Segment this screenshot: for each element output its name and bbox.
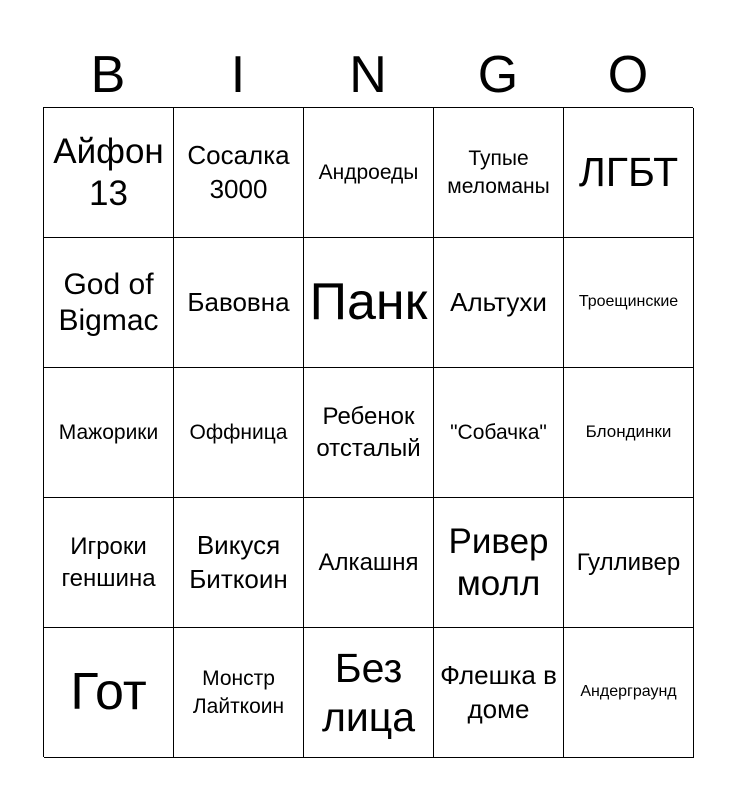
bingo-cell[interactable] [44, 108, 174, 238]
cell-label: Монстр Лайткоин [192, 667, 285, 718]
bingo-cell[interactable] [564, 238, 694, 368]
bingo-cell[interactable] [174, 238, 304, 368]
bingo-cell[interactable] [434, 368, 564, 498]
bingo-board [43, 107, 693, 757]
bingo-cell[interactable] [304, 238, 434, 368]
cell-label: Без лица [321, 645, 416, 740]
header-letter-g: G [477, 46, 519, 104]
cell-label: ЛГБТ [578, 149, 679, 196]
cell-label: Бавовна [187, 286, 290, 317]
cell-label: Сосалка 3000 [187, 139, 290, 204]
bingo-cell[interactable] [434, 628, 564, 758]
bingo-cell[interactable] [174, 368, 304, 498]
bingo-cell[interactable] [564, 368, 694, 498]
bingo-header [43, 44, 693, 106]
bingo-cell[interactable] [434, 108, 564, 238]
bingo-cell[interactable] [564, 498, 694, 628]
cell-label: Игроки геншина [61, 533, 156, 592]
header-letter-b: B [90, 46, 126, 104]
bingo-cell[interactable] [304, 108, 434, 238]
bingo-cell[interactable] [434, 498, 564, 628]
cell-label: Гот [70, 663, 147, 722]
cell-label: Флешка в доме [440, 659, 557, 724]
cell-label: Оффница [189, 420, 288, 444]
cell-label: Викуся Биткоин [189, 529, 288, 594]
bingo-cell[interactable] [174, 108, 304, 238]
bingo-cell[interactable] [174, 628, 304, 758]
bingo-cell[interactable] [434, 238, 564, 368]
cell-label: Андроеды [318, 160, 419, 184]
bingo-cell[interactable] [304, 498, 434, 628]
cell-label: Ривер молл [448, 521, 549, 603]
bingo-cell[interactable] [304, 368, 434, 498]
bingo-cell[interactable] [44, 238, 174, 368]
cell-label: God of Bigmac [58, 267, 159, 337]
cell-label: Ребенок отсталый [316, 403, 421, 462]
cell-label: Гулливер [576, 548, 681, 576]
header-letter-o: O [607, 46, 649, 104]
bingo-cell[interactable] [44, 628, 174, 758]
cell-label: Тупые меломаны [447, 147, 550, 198]
cell-label: Блондинки [585, 422, 672, 442]
bingo-cell[interactable] [44, 368, 174, 498]
bingo-cell[interactable] [304, 628, 434, 758]
cell-label: Альтухи [450, 286, 547, 317]
bingo-cell[interactable] [564, 628, 694, 758]
bingo-cell[interactable] [564, 108, 694, 238]
cell-label: Алкашня [318, 548, 419, 576]
cell-label: "Собачка" [450, 420, 547, 444]
header-letter-n: N [349, 46, 387, 104]
bingo-cell[interactable] [174, 498, 304, 628]
cell-label: Андерграунд [580, 683, 677, 701]
cell-label: Панк [309, 273, 428, 332]
cell-label: Айфон 13 [53, 131, 164, 213]
cell-label: Троещинские [578, 293, 679, 311]
bingo-cell[interactable] [44, 498, 174, 628]
cell-label: Мажорики [58, 420, 159, 444]
header-letter-i: I [230, 46, 246, 104]
